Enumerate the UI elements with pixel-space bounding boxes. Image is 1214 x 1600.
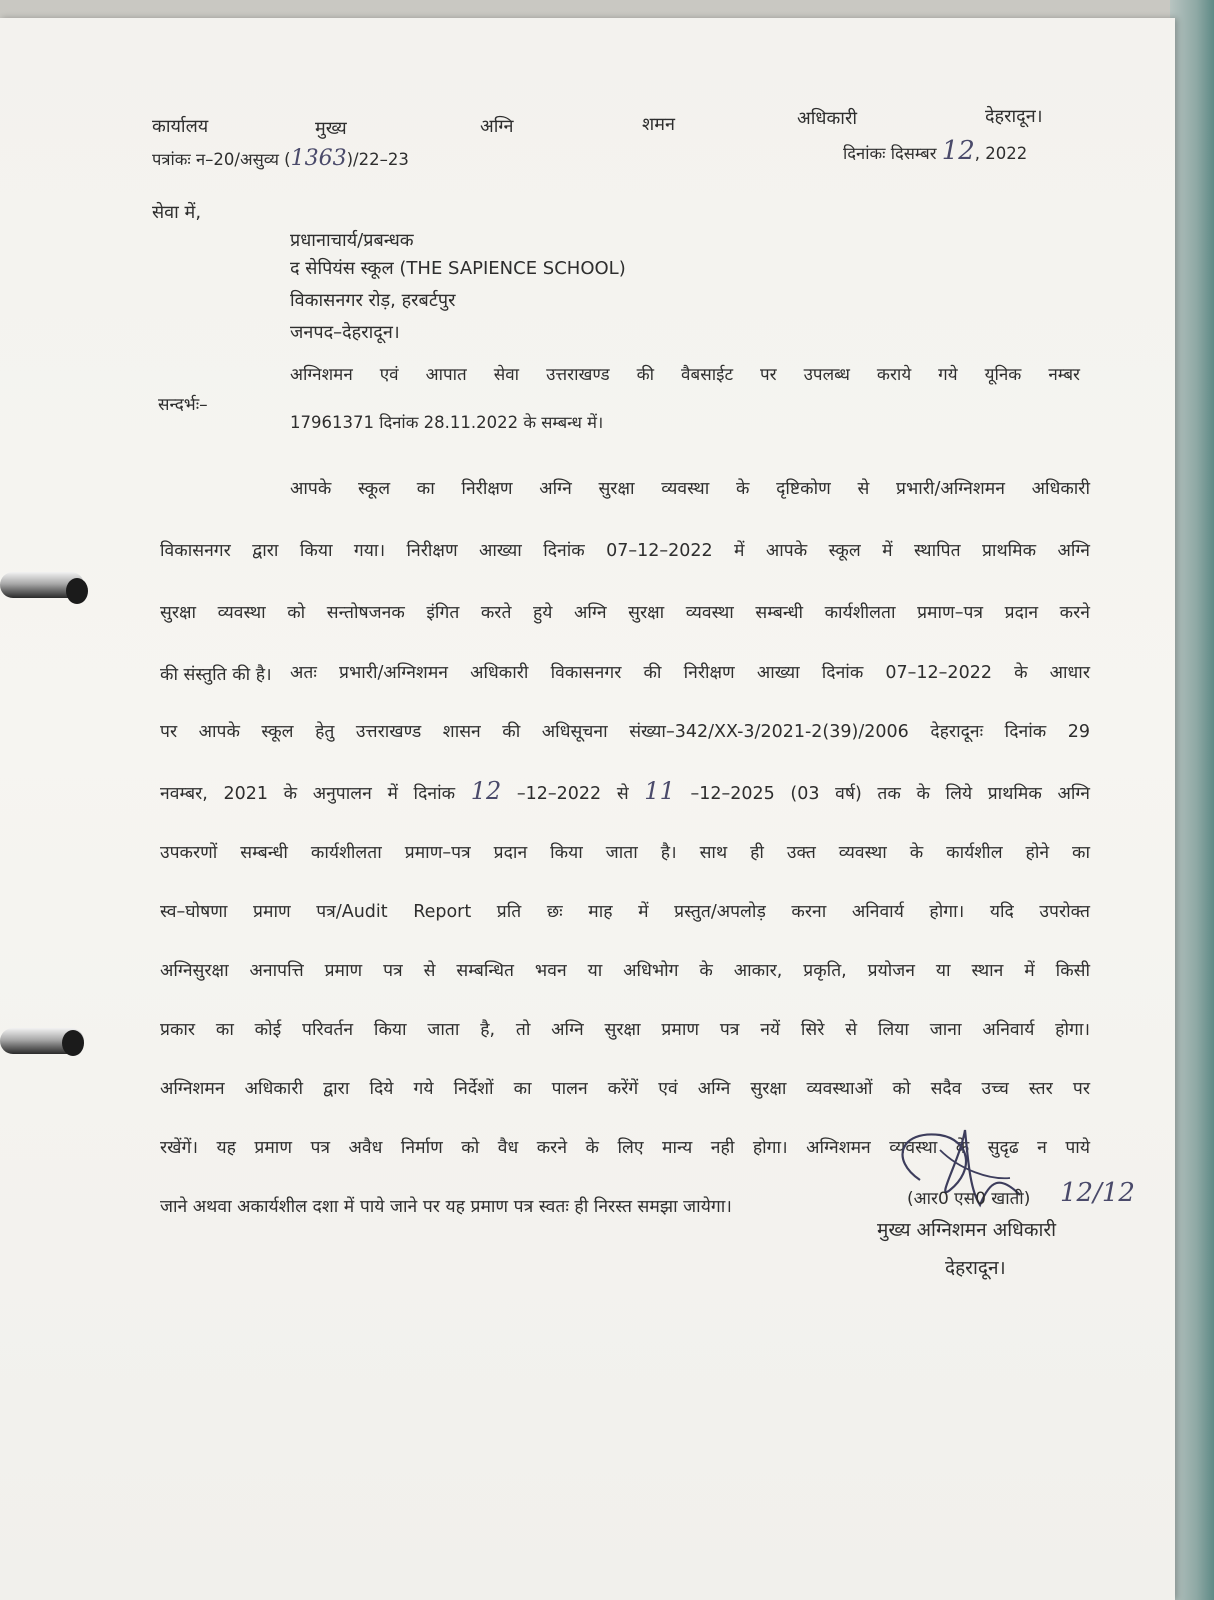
addressee-line: विकासनगर रोड़, हरबर्टपुर (290, 290, 456, 311)
reference-line-2: 17961371 दिनांक 28.11.2022 के सम्बन्ध में। (290, 413, 604, 432)
signatory-name: (आर0 एस0 खाती) (907, 1189, 1031, 1209)
para2-line: अतः प्रभारी/अग्निशमन अधिकारी विकासनगर की निरीक्षण आख्या दिनांक 07–12–2022 के आधार (290, 663, 1090, 683)
para1-line: सुरक्षा व्यवस्था को सन्तोषजनक इंगित करते हुये अग्नि सुरक्षा व्यवस्था सम्बन्धी कार्यशीलता प्रमाण–पत्र प्रदान करने (160, 603, 1090, 623)
validity-line (160, 762, 1090, 824)
para1-line: की संस्तुति की है। (160, 665, 272, 685)
para2-line: स्व–घोषणा प्रमाण पत्र/Audit Report प्रति छः माह में प्रस्तुत/अपलोड़ करना अनिवार्य होगा। यदि उपरोक्त (160, 902, 1090, 922)
office-word: मुख्य (315, 118, 347, 139)
ref-handwritten: 1363 (290, 146, 347, 171)
reference-line-1: अग्निशमन एवं आपात सेवा उत्तराखण्ड की वैबसाईट पर उपलब्ध कराये गये यूनिक नम्बर (290, 365, 1080, 385)
binder-edge (1170, 0, 1214, 1600)
para2-line: जाने अथवा अकार्यशील दशा में पाये जाने पर यह प्रमाण पत्र स्वतः ही निरस्त समझा जायेगा। (160, 1197, 732, 1217)
office-word: शमन (642, 114, 675, 135)
binder-ring-bottom-tip (62, 1030, 84, 1056)
para2-line: रखेंगें। यह प्रमाण पत्र अवैध निर्माण को वैध करने के लिए मान्य नही होगा। अग्निशमन व्यवस्था के सुदृढ न पाये (160, 1138, 1090, 1158)
date-prefix: दिनांकः दिसम्बर (843, 144, 937, 163)
reference-number (152, 146, 409, 171)
signatory-place: देहरादून। (945, 1257, 1006, 1279)
office-word: कार्यालय (152, 116, 209, 137)
letter-date (843, 136, 1027, 166)
office-word: अग्नि (480, 116, 514, 137)
signatory-designation: मुख्य अग्निशमन अधिकारी (877, 1219, 1057, 1241)
para2-line: अग्निशमन अधिकारी द्वारा दिये गये निर्देशों का पालन करेंगें एवं अग्नि सुरक्षा व्यवस्थाओं को सदैव उच्च स्तर पर (160, 1079, 1090, 1099)
validity-prefix: नवम्बर, 2021 के अनुपालन में दिनांक (160, 784, 456, 804)
addressee-line: प्रधानाचार्य/प्रबन्धक (290, 230, 414, 251)
para1-line: विकासनगर द्वारा किया गया। निरीक्षण आख्या दिनांक 07–12–2022 में आपके स्कूल में स्थापित प्राथमिक अग्नि (160, 541, 1090, 561)
validity-end-handwritten: 11 (644, 777, 675, 805)
validity-start-handwritten: 12 (470, 777, 502, 805)
office-word: देहरादून। (985, 106, 1043, 127)
addressee-line: जनपद–देहरादून। (290, 322, 400, 343)
validity-middle: –12–2022 से (516, 784, 629, 804)
ref-suffix: )/22–23 (346, 150, 409, 169)
validity-suffix: –12–2025 (03 वर्ष) तक के लिये प्राथमिक अग्नि (690, 784, 1090, 804)
para2-line: उपकरणों सम्बन्धी कार्यशीलता प्रमाण–पत्र प्रदान किया जाता है। साथ ही उक्त व्यवस्था के कार्यशील होने का (160, 843, 1090, 863)
office-word: अधिकारी (797, 108, 857, 129)
para2-line: पर आपके स्कूल हेतु उत्तराखण्ड शासन की अधिसूचना संख्या–342/XX-3/2021-2(39)/2006 देहरादूनः दिनांक 29 (160, 722, 1090, 742)
signature-handwritten-date: 12/12 (1060, 1178, 1135, 1208)
date-handwritten: 12 (941, 136, 975, 166)
salutation: सेवा में, (152, 202, 202, 223)
para2-line: अग्निसुरक्षा अनापत्ति प्रमाण पत्र से सम्बन्धित भवन या अधिभोग के आकार, प्रकृति, प्रयोजन या स्थान में किसी (160, 961, 1090, 981)
para1-line: आपके स्कूल का निरीक्षण अग्नि सुरक्षा व्यवस्था के दृष्टिकोण से प्रभारी/अग्निशमन अधिकारी (290, 479, 1090, 499)
date-suffix: , 2022 (974, 144, 1028, 163)
ref-prefix: पत्रांकः न–20/असुव्य ( (152, 150, 291, 169)
para2-line: प्रकार का कोई परिवर्तन किया जाता है, तो अग्नि सुरक्षा प्रमाण पत्र नयें सिरे से लिया जाना अनिवार्य होगा। (160, 1020, 1090, 1040)
reference-label: सन्दर्भः– (158, 395, 208, 415)
binder-ring-top-tip (66, 578, 88, 604)
addressee-line: द सेपियंस स्कूल (THE SAPIENCE SCHOOL) (290, 258, 626, 279)
